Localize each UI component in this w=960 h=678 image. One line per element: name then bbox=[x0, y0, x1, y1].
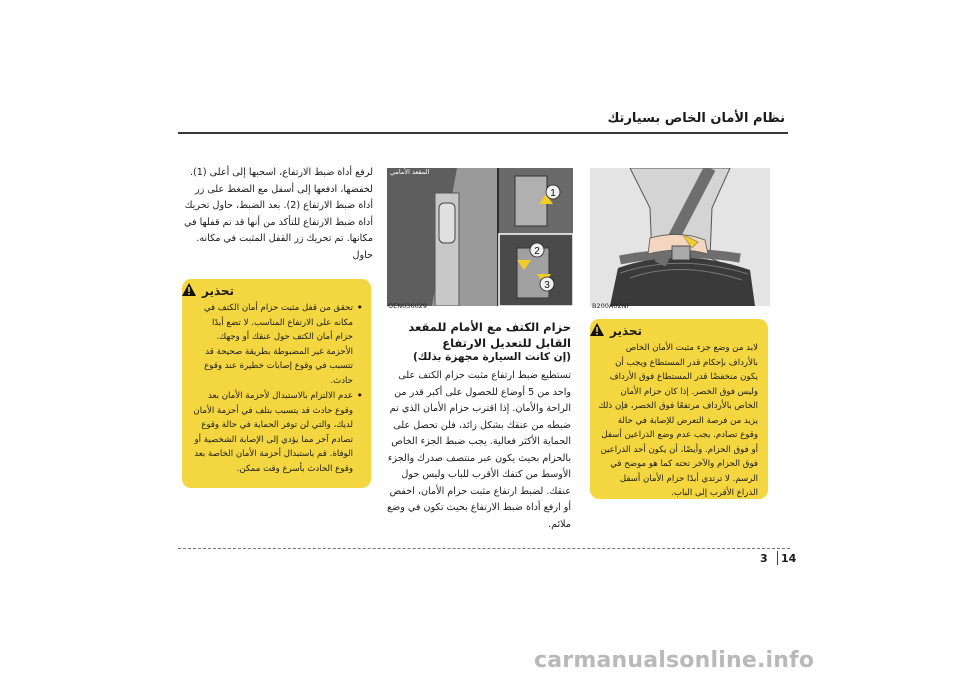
photo-code-right: B200A02NF bbox=[592, 302, 631, 310]
photo-tag: المقعد الأمامي bbox=[390, 168, 430, 176]
adjuster-body-text: تستطيع ضبط ارتفاع مثبت حزام الكتف على واحد من 5 أوضاع للحصول على أكبر قدر من الراحة والأمان. إذا اقترب حزام الأمان الذي تم ضبطه من عنقك بشكل زائد، فلن تحصل على الحماية الأكثر فعالية. يجب ضبط الجزء الخاص بالحزام بحيث يكون عبر منتصف صدرك والجزء الأوسط من كتفك الأقرب للباب وليس حول عنقك. لضبط ارتفاع مثبت حزام الأمان، اخفض أو ارفع أداة ضبط الارتفاع بحيث تكون في وضع ملائم. bbox=[386, 370, 571, 530]
adjuster-subheading: (إن كانت السيارة مجهزة بذلك) bbox=[412, 351, 571, 363]
callout-3: 3 bbox=[544, 280, 550, 291]
chapter-number: 3 bbox=[760, 552, 768, 565]
caution-list-item: • عدم الالتزام بالاستبدال لأحزمة الأمان بعد وقوع حادث قد يتسبب بتلف في أحزمة الأمان لديك، والتي لن توفر الحماية في حالة وقوع تصادم آخر مما يؤدي إلى الإصابة الشخصية أو الوفاة. قم باستبدال أحزمة الأمان الخاصة بعد وقوع الحادث بأسرع وقت ممكن. bbox=[192, 389, 353, 476]
height-adjuster-illustration bbox=[387, 168, 573, 306]
seatbelt-lap-illustration bbox=[590, 168, 770, 306]
caution-box-left bbox=[182, 279, 371, 488]
caution-header bbox=[182, 283, 361, 299]
photo-code-mid: OEN036029 bbox=[388, 302, 427, 310]
section-title: نظام الأمان الخاص بسيارتك bbox=[607, 111, 785, 126]
seatbelt-lap-photo bbox=[590, 168, 770, 306]
caution-list bbox=[182, 301, 371, 476]
caution-title: تحذير bbox=[202, 284, 235, 298]
adjuster-heading: حزام الكتف مع الأمام للمقعد القابل للتعديل الارتفاع bbox=[408, 320, 571, 350]
caution-box-right bbox=[590, 319, 768, 499]
top-divider bbox=[178, 132, 788, 134]
callout-2: 2 bbox=[534, 246, 540, 257]
callout-1: 1 bbox=[550, 188, 556, 199]
height-adjuster-photo bbox=[387, 168, 573, 306]
caution-header bbox=[590, 323, 758, 339]
caution-title: تحذير bbox=[610, 324, 643, 338]
caution-list-item: • تحقق من قفل مثبت حزام أمان الكتف في مكانه على الارتفاع المناسب. لا تضع أبدًا حزام أمان الكتف حول عنقك أو وجهك. الأحزمة غير المضبوطة بطريقة صحيحة قد تتسبب في وقوع إصابات خطيرة عند وقوع حادث. bbox=[192, 301, 353, 388]
warning-triangle-icon bbox=[182, 283, 196, 299]
watermark: carmanualsonline.info bbox=[534, 648, 815, 673]
warning-triangle-icon bbox=[590, 323, 604, 339]
left-body-text: لرفع أداة ضبط الارتفاع، اسحبها إلى أعلى (1). لخفضها، ادفعها إلى أسفل مع الضغط على زر أداة ضبط الارتفاع (2). بعد الضبط، حاول تحريك أداة ضبط الارتفاع للتأكد من أنها قد تم قفلها في مكانها. تم تحريك زر القفل المثبت في مكانه. حاول bbox=[183, 167, 373, 261]
bottom-divider bbox=[178, 548, 790, 549]
page-separator bbox=[777, 551, 778, 565]
caution-text: لابد من وضع جزء مثبت الأمان الخاص بالأرداف بإحكام قدر المستطاع ويجب أن يكون منخفضًا قدر المستطاع فوق الأرداف وليس فوق الخصر. إذا كان حزام الأمان الخاص بالأرداف مرتفعًا فوق الخصر، فإن ذلك يزيد من فرصة التعرض للإصابة في حالة وقوع تصادم. يجب عدم وضع الذراعين أسفل أو فوق الحزام. وأيضًا، أن يكون أحد الذراعين فوق الحزام والآخر تحته كما هو موضح في الرسم. لا ترتدي أبدًا حزام الأمان أسفل الذراع الأقرب إلى الباب. bbox=[598, 343, 758, 498]
page-number: 14 bbox=[781, 552, 797, 565]
